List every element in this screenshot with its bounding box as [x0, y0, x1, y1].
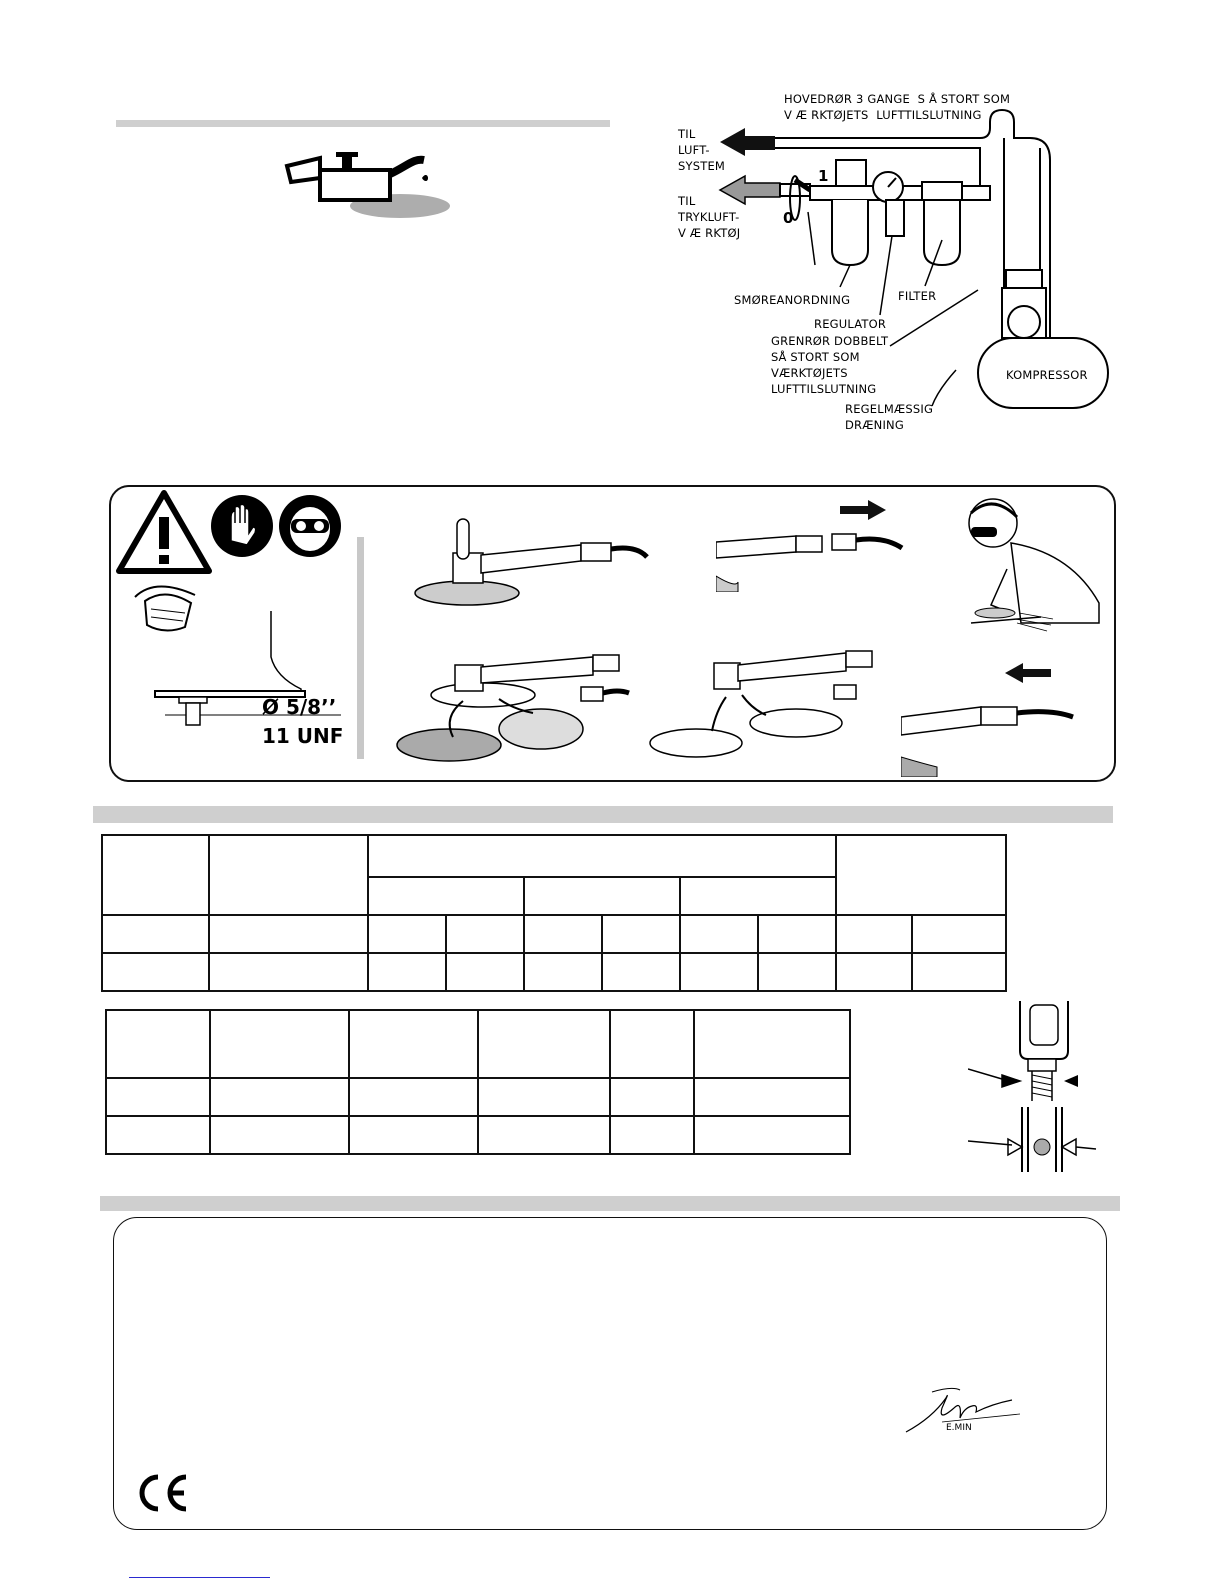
- spec2-cell: [478, 1116, 610, 1154]
- spec2-cell: [694, 1010, 850, 1078]
- spec1-cell: [758, 915, 836, 953]
- spec2-cell: [210, 1116, 349, 1154]
- spec2-cell: [349, 1078, 478, 1116]
- spec2-cell: [106, 1078, 210, 1116]
- section-divider-declaration: [100, 1196, 1120, 1211]
- spec1-cell: [680, 877, 836, 915]
- valve-position-1: 1: [818, 167, 829, 185]
- spec2-cell: [478, 1010, 610, 1078]
- spec1-cell: [209, 835, 368, 915]
- spec2-cell: [610, 1010, 694, 1078]
- signature-name: E.MIN: [946, 1423, 972, 1433]
- spec2-cell: [349, 1010, 478, 1078]
- lubricator-label: SMØREANORDNING: [734, 293, 851, 307]
- to-air-system-label: TIL LUFT- SYSTEM: [678, 127, 726, 173]
- spec1-cell: [912, 915, 1006, 953]
- spec1-cell: [912, 953, 1006, 991]
- spec2-cell: [478, 1078, 610, 1116]
- spec-table-2: [105, 1009, 851, 1155]
- spec1-cell: [446, 915, 524, 953]
- spec1-cell: [368, 915, 446, 953]
- valve-position-0: 0: [783, 209, 794, 227]
- spec1-cell: [758, 953, 836, 991]
- filter-label: FILTER: [898, 289, 937, 303]
- step-disconnect-air: [716, 492, 906, 592]
- main-pipe-label: HOVEDRØR 3 GANGE S Å STORT SOM V Æ RKTØJETS LUFTTILSLUTNING: [784, 92, 1011, 122]
- wear-goggles-icon: [277, 493, 343, 559]
- thread-diameter-label: Ø 5/8’’: [262, 695, 337, 719]
- arrow-air-system-icon: [720, 128, 775, 156]
- spec1-cell: [836, 915, 912, 953]
- panel-separator: [357, 537, 364, 759]
- spec1-cell: [836, 953, 912, 991]
- section-divider-specs: [93, 806, 1113, 823]
- handle-measurement-drawing: [968, 997, 1098, 1177]
- spec1-cell: [209, 915, 368, 953]
- wear-gloves-icon: [209, 493, 275, 559]
- spec1-cell: [368, 953, 446, 991]
- spec1-cell: [446, 953, 524, 991]
- spec1-cell: [102, 915, 209, 953]
- regulator-label: REGULATOR: [814, 317, 887, 331]
- air-supply-diagram: [660, 90, 1120, 440]
- compressor-label: KOMPRESSOR: [1006, 368, 1088, 382]
- spec2-cell: [210, 1078, 349, 1116]
- spec1-cell: [602, 953, 680, 991]
- footer-link-underline[interactable]: [129, 1577, 270, 1578]
- drain-label: REGELMÆSSIG DRÆNING: [845, 402, 934, 432]
- spec1-cell: [368, 835, 836, 877]
- spec2-cell: [694, 1116, 850, 1154]
- spec1-cell: [680, 915, 758, 953]
- step-reconnect-air: [901, 657, 1101, 777]
- instructions-panel: [109, 485, 1116, 782]
- spec1-cell: [102, 835, 209, 915]
- ce-mark-icon: [134, 1473, 190, 1513]
- to-tool-label: TIL TRYKLUFT- V Æ RKTØJ: [678, 194, 741, 240]
- step-remove-abrasive: [393, 637, 633, 777]
- spec1-cell: [102, 953, 209, 991]
- spec1-cell: [368, 877, 524, 915]
- spec2-cell: [349, 1116, 478, 1154]
- oil-can-icon: [282, 148, 452, 228]
- declaration-box: [113, 1217, 1107, 1530]
- spec2-cell: [106, 1010, 210, 1078]
- spec2-cell: [694, 1078, 850, 1116]
- spec1-cell: [209, 953, 368, 991]
- spec1-cell: [602, 915, 680, 953]
- spec2-cell: [106, 1116, 210, 1154]
- spec-table-1: [101, 834, 1007, 992]
- warning-triangle-icon: [115, 489, 213, 575]
- spec1-cell: [836, 835, 1006, 915]
- operator-illustration: [931, 493, 1111, 633]
- step-tool-with-pad: [411, 505, 651, 615]
- spec2-cell: [610, 1116, 694, 1154]
- step-remove-pad: [646, 637, 886, 767]
- spec1-cell: [680, 953, 758, 991]
- spec1-cell: [524, 877, 680, 915]
- branch-pipe-label: GRENRØR DOBBELT SÅ STORT SOM VÆRKTØJETS LUFTTILSLUTNING: [771, 334, 889, 396]
- thread-type-label: 11 UNF: [262, 724, 344, 748]
- spec2-cell: [210, 1010, 349, 1078]
- section-divider-top: [116, 120, 610, 127]
- spec1-cell: [524, 915, 602, 953]
- spec1-cell: [524, 953, 602, 991]
- spec2-cell: [610, 1078, 694, 1116]
